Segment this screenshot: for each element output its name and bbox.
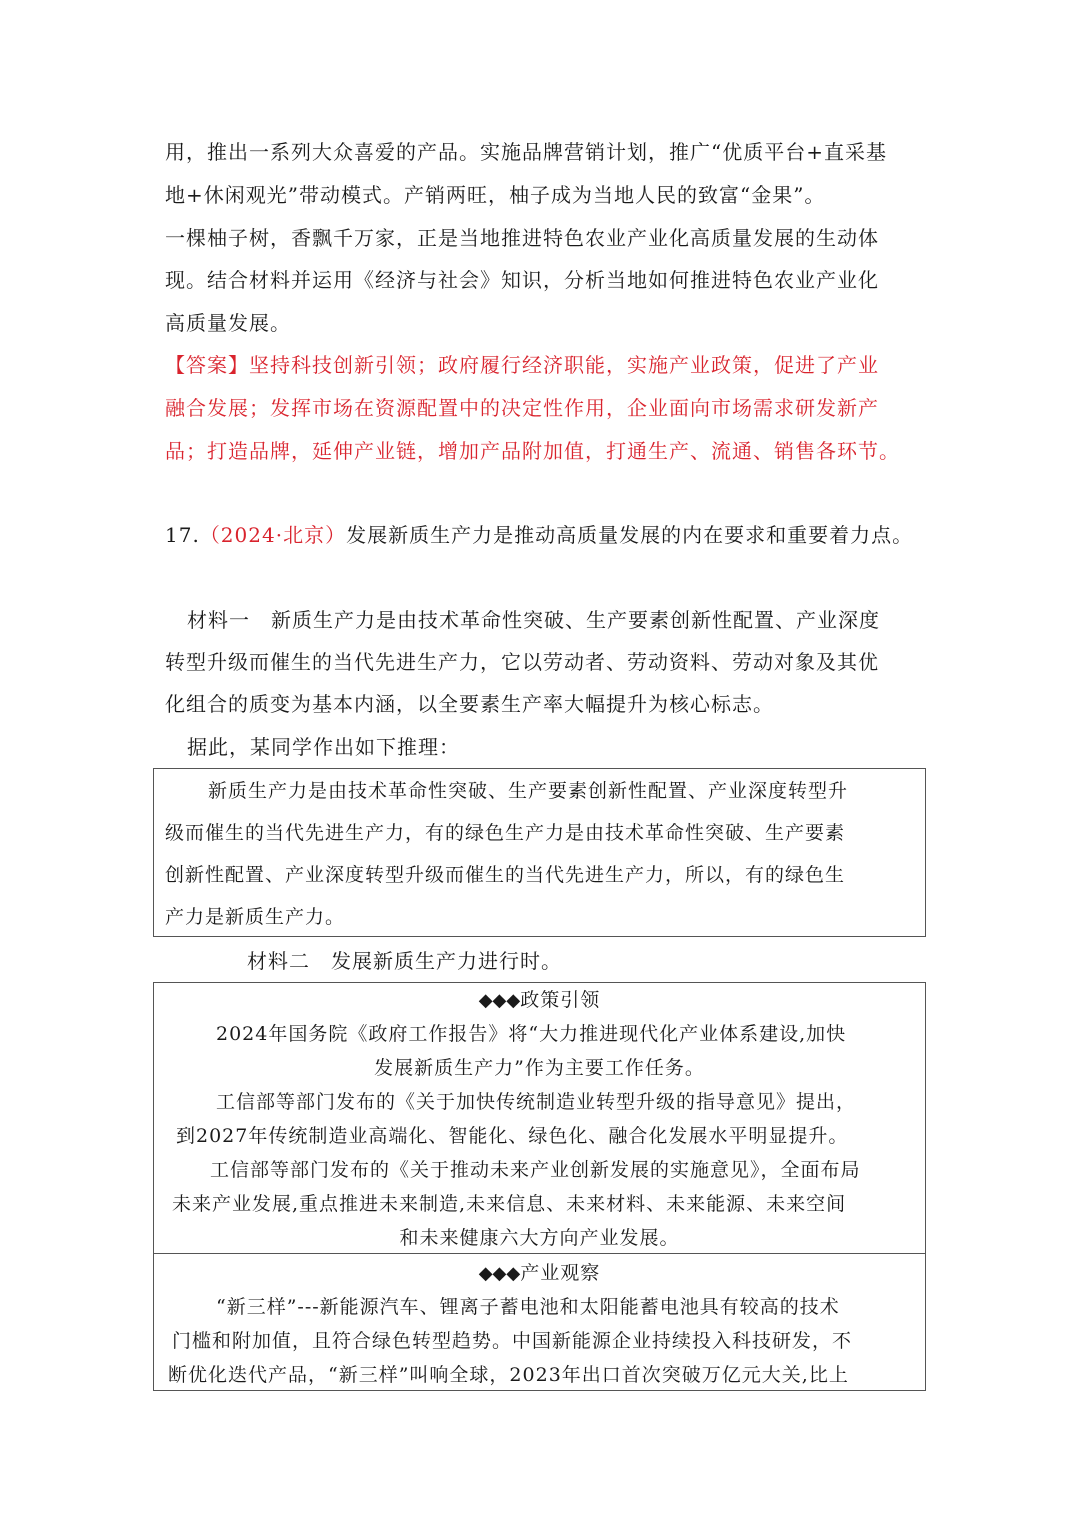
policy-line: 工信部等部门发布的《关于推动未来产业创新发展的实施意见》，全面布局 xyxy=(210,1159,861,1181)
intro-line: 用，推出一系列大众喜爱的产品。实施品牌营销计划，推广“优质平台+直采基 xyxy=(165,140,887,164)
policy-heading xyxy=(154,986,925,1015)
policy-heading-text: 政策引领 xyxy=(520,989,601,1011)
answer-line-1 xyxy=(165,351,879,379)
intro-line: 一棵柚子树，香飘千万家，正是当地推进特色农业产业化高质量发展的生动体 xyxy=(165,226,879,250)
diamond-icon: ◆◆◆ xyxy=(478,1263,521,1284)
question-number: 17. xyxy=(165,523,200,547)
material1-line: 材料一 新质生产力是由技术革命性突破、生产要素创新性配置、产业深度 xyxy=(187,608,880,632)
policy-line: 2024年国务院《政府工作报告》将“大力推进现代化产业体系建设,加快 xyxy=(216,1023,847,1045)
question-text: 发展新质生产力是推动高质量发展的内在要求和重要着力点。 xyxy=(346,523,914,547)
question-17 xyxy=(165,521,913,549)
question-source: （2024·北京） xyxy=(199,523,347,547)
answer-line: 品；打造品牌，延伸产业链，增加产品附加值，打通生产、流通、销售各环节。 xyxy=(165,439,900,463)
policy-line: 发展新质生产力”作为主要工作任务。 xyxy=(374,1057,705,1079)
policy-line: 和未来健康六大方向产业发展。 xyxy=(399,1227,680,1249)
answer-line: 融合发展；发挥市场在资源配置中的决定性作用，企业面向市场需求研发新产 xyxy=(165,396,879,420)
reasoning-line: 创新性配置、产业深度转型升级而催生的当代先进生产力，所以，有的绿色生 xyxy=(165,864,846,886)
intro-line: 地+休闲观光”带动模式。产销两旺，柚子成为当地人民的致富“金果”。 xyxy=(165,183,826,207)
diamond-icon: ◆◆◆ xyxy=(478,990,521,1011)
answer-text: 坚持科技创新引领；政府履行经济职能，实施产业政策，促进了产业 xyxy=(249,353,879,377)
section-divider xyxy=(154,1253,925,1254)
policy-line: 未来产业发展,重点推进未来制造,未来信息、未来材料、未来能源、未来空间 xyxy=(172,1193,847,1215)
answer-tag: 【答案】 xyxy=(165,353,249,377)
industry-heading-text: 产业观察 xyxy=(520,1262,601,1284)
industry-line: “新三样”---新能源汽车、锂离子蓄电池和太阳能蓄电池具有较高的技术 xyxy=(216,1296,840,1318)
intro-line: 高质量发展。 xyxy=(165,311,291,335)
reasoning-line: 级而催生的当代先进生产力，有的绿色生产力是由技术革命性突破、生产要素 xyxy=(165,822,846,844)
policy-line: 工信部等部门发布的《关于加快传统制造业转型升级的指导意见》提出， xyxy=(216,1091,857,1113)
reasoning-intro: 据此，某同学作出如下推理： xyxy=(187,735,460,759)
intro-line: 现。结合材料并运用《经济与社会》知识，分析当地如何推进特色农业产业化 xyxy=(165,268,879,292)
industry-line: 门槛和附加值，且符合绿色转型趋势。中国新能源企业持续投入科技研发，不 xyxy=(172,1330,853,1352)
policy-line: 到2027年传统制造业高端化、智能化、绿色化、融合化发展水平明显提升。 xyxy=(176,1125,849,1147)
material1-line: 转型升级而催生的当代先进生产力，它以劳动者、劳动资料、劳动对象及其优 xyxy=(165,650,879,674)
reasoning-box xyxy=(153,768,926,937)
material1-line: 化组合的质变为基本内涵，以全要素生产率大幅提升为核心标志。 xyxy=(165,692,774,716)
reasoning-line: 产力是新质生产力。 xyxy=(165,906,346,928)
industry-line: 断优化迭代产品，“新三样”叫响全球，2023年出口首次突破万亿元大关,比上 xyxy=(168,1364,849,1386)
reasoning-line: 新质生产力是由技术革命性突破、生产要素创新性配置、产业深度转型升 xyxy=(208,780,849,802)
industry-heading xyxy=(154,1259,925,1288)
material2-box xyxy=(153,982,926,1391)
material2-title: 材料二 发展新质生产力进行时。 xyxy=(247,949,562,973)
